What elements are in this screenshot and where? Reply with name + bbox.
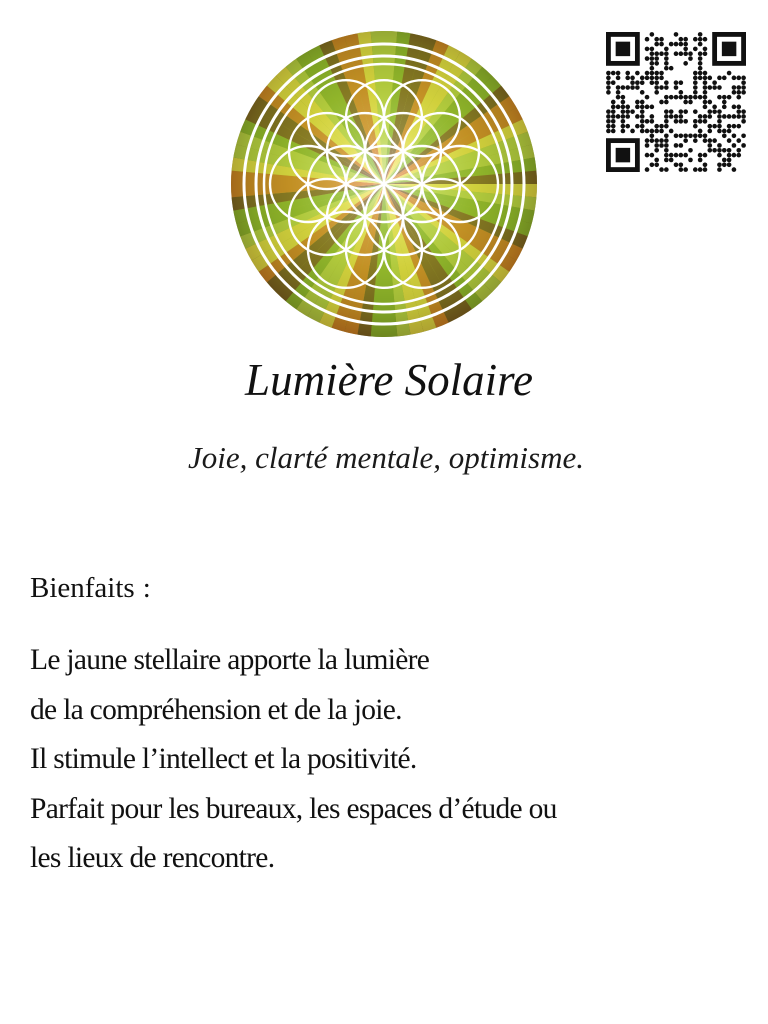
tagline: Joie, clarté mentale, optimisme. (187, 440, 584, 475)
body-line: de la compréhension et de la joie. (30, 693, 402, 726)
flower-of-life-emblem (230, 30, 538, 338)
body-line: les lieux de rencontre. (30, 842, 275, 874)
page-title: Lumière Solaire (245, 355, 533, 405)
section-heading-label: Bienfaits (30, 572, 135, 604)
body-line: Le jaune stellaire apporte la lumière (30, 644, 430, 676)
qr-code-icon (606, 32, 746, 172)
benefits-text (30, 636, 740, 884)
body-line: Il stimule l’intellect et la positivité. (30, 743, 417, 775)
section-heading (30, 568, 151, 608)
qr-code[interactable] (606, 32, 746, 172)
flower-of-life-icon (230, 30, 538, 338)
body-line: Parfait pour les bureaux, les espaces d’étude ou (30, 792, 557, 825)
section-heading-colon: : (142, 572, 151, 604)
